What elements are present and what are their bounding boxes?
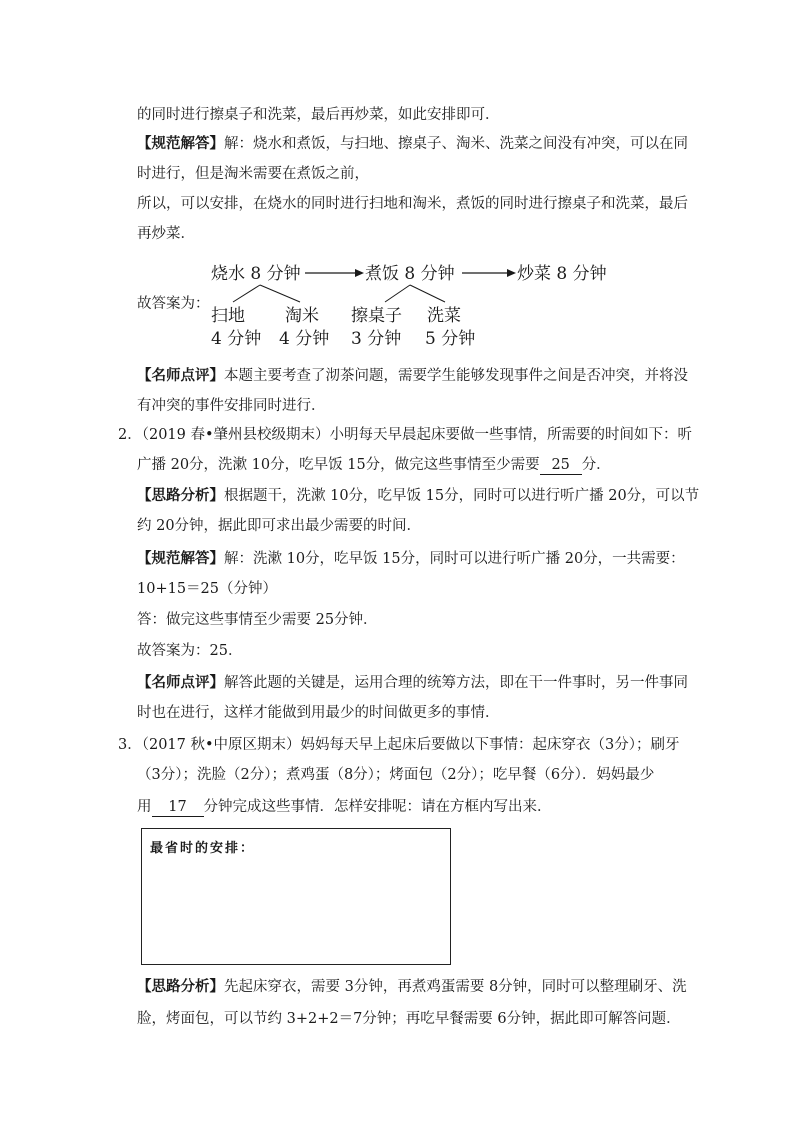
question-3-line: 3．（2017 秋•中原区期末）妈妈每天早上起床后要做以下事情：起床穿衣（3分）；刷牙: [118, 737, 680, 753]
answer-box-title: 最省时的安排：: [150, 841, 256, 856]
branch-line: [410, 285, 445, 302]
branch-line: [233, 285, 260, 302]
sweep-label: 扫地: [211, 306, 245, 326]
wash-rice-time: 4 分钟: [279, 329, 330, 349]
solution-line: 【规范解答】解：烧水和煮饭，与扫地、擦桌子、淘米、洗菜之间没有冲突，可以在同: [137, 135, 688, 152]
question-2-line: 2．（2019 春•肇州县校级期末）小明每天早晨起床要做一些事情，所需要的时间如下：听: [118, 427, 693, 443]
solution-line: 【规范解答】解：洗漱 10分，吃早饭 15分，同时可以进行听广播 20分，一共需要：: [137, 550, 685, 567]
text-line: 脸，烤面包，可以节约 3+2+2＝7分钟；再吃早餐需要 6分钟，据此即可解答问题．: [137, 1011, 681, 1027]
branch-line: [260, 285, 300, 302]
answer-blank: 17: [152, 798, 204, 817]
tag-teacher-comment: 【名师点评】: [137, 674, 224, 691]
text-line: 约 20分钟，据此即可求出最少需要的时间．: [137, 518, 422, 534]
arrow-head: [507, 269, 516, 277]
text-line: 时进行，但是淘米需要在煮饭之前，: [137, 166, 369, 182]
analysis-line: 【思路分析】先起床穿衣，需要 3分钟，再煮鸡蛋需要 8分钟，同时可以整理刷牙、洗: [137, 978, 687, 995]
answer-line: 故答案为：25．: [137, 643, 243, 659]
question-3-line: （3分）；洗脸（2分）；煮鸡蛋（8分）；烤面包（2分）；吃早餐（6分）．妈妈最少: [137, 767, 655, 783]
comment-line: 【名师点评】本题主要考查了沏茶问题，需要学生能够发现事件之间是否冲突，并将没: [137, 367, 688, 384]
stir-fry-label: 炒菜 8 分钟: [517, 264, 607, 284]
tag-standard-answer: 【规范解答】: [137, 135, 224, 152]
wipe-table-time: 3 分钟: [351, 329, 402, 349]
boil-water-label: 烧水 8 分钟: [211, 264, 301, 284]
text-line: 时也在进行，这样才能做到用最少的时间做更多的事情．: [137, 705, 500, 721]
cook-rice-label: 煮饭 8 分钟: [365, 264, 455, 284]
answer-blank: 25: [540, 456, 582, 475]
question-3-line: 用 17 分钟完成这些事情．怎样安排呢：请在方框内写出来．: [137, 799, 552, 815]
answer-label: 故答案为：: [137, 296, 210, 312]
text-line: 再炒菜．: [137, 226, 195, 242]
wash-veg-time: 5 分钟: [425, 329, 476, 349]
text-line: 的同时进行擦桌子和洗菜，最后再炒菜，如此安排即可．: [137, 107, 500, 123]
arrow-head: [355, 269, 364, 277]
sweep-time: 4 分钟: [211, 329, 262, 349]
question-2-line: 广播 20分，洗漱 10分，吃早饭 15分，做完这些事情至少需要 25 分．: [137, 457, 611, 473]
tag-analysis: 【思路分析】: [137, 978, 224, 995]
schedule-diagram: [205, 258, 625, 353]
wipe-table-label: 擦桌子: [351, 306, 402, 326]
tag-teacher-comment: 【名师点评】: [137, 367, 224, 384]
analysis-line: 【思路分析】根据题干，洗漱 10分，吃早饭 15分，同时可以进行听广播 20分，可以节: [137, 487, 700, 504]
tag-standard-answer: 【规范解答】: [137, 550, 224, 567]
text-line: 答：做完这些事情至少需要 25分钟．: [137, 612, 378, 628]
text-line: 所以，可以安排，在烧水的同时进行扫地和淘米，煮饭的同时进行擦桌子和洗菜，最后: [137, 196, 688, 212]
text-line: 有冲突的事件安排同时进行．: [137, 398, 326, 414]
tag-analysis: 【思路分析】: [137, 487, 224, 504]
comment-line: 【名师点评】解答此题的关键是，运用合理的统筹方法，即在干一件事时，另一件事同: [137, 674, 688, 691]
equation-line: 10+15＝25（分钟）: [137, 581, 278, 597]
wash-rice-label: 淘米: [285, 306, 319, 326]
branch-line: [385, 285, 410, 302]
wash-veg-label: 洗菜: [427, 306, 461, 326]
answer-box: [141, 828, 451, 965]
